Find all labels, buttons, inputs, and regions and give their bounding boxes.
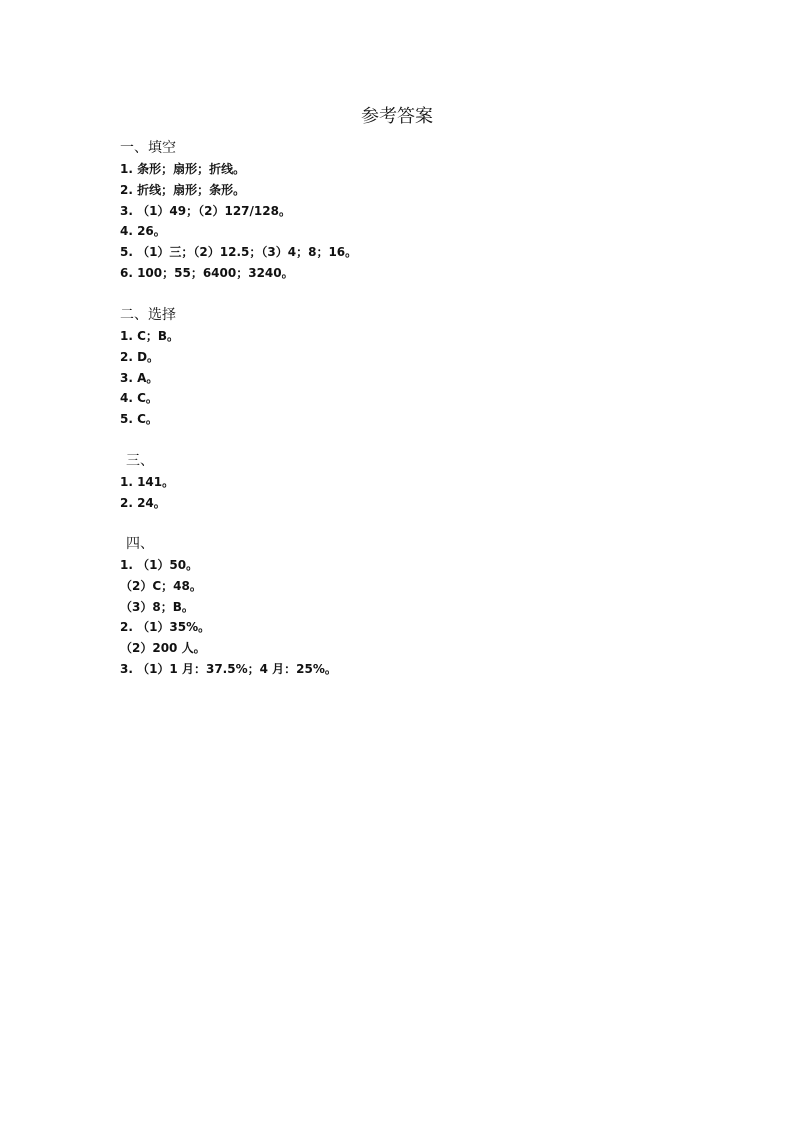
answer-line: 4. C。 — [120, 391, 158, 406]
section-fill-in-blank — [120, 138, 720, 284]
section-multiple-choice — [120, 305, 720, 430]
answer-line: 2. 折线；扇形；条形。 — [120, 182, 246, 197]
section-heading: 四、 — [126, 536, 154, 552]
answer-line: 2. 24。 — [120, 495, 166, 510]
answer-line: 4. 26。 — [120, 224, 166, 239]
answer-line: （2）200 人。 — [120, 641, 206, 656]
section-heading: 二、选择 — [120, 307, 176, 323]
section-three — [120, 451, 720, 514]
answer-line: （2）C；48。 — [120, 578, 202, 593]
answer-line: 1. （1）50。 — [120, 558, 199, 572]
page-title: 参考答案 — [361, 106, 433, 127]
section-heading: 一、填空 — [120, 140, 176, 156]
answer-line: 1. 141。 — [120, 475, 175, 489]
answer-line: 5. C。 — [120, 412, 158, 427]
answer-line: 1. 条形；扇形；折线。 — [120, 162, 246, 176]
answer-line: 2. D。 — [120, 349, 160, 364]
answer-line: 3. A。 — [120, 370, 159, 385]
answer-line: 5. （1）三；（2）12.5；（3）4；8；16。 — [120, 245, 358, 260]
section-four — [120, 534, 720, 680]
answer-line: （3）8；B。 — [120, 599, 194, 614]
answer-line: 3. （1）49；（2）127/128。 — [120, 203, 291, 218]
section-heading: 三、 — [126, 453, 154, 469]
answer-line: 3. （1）1 月：37.5%；4 月：25%。 — [120, 661, 337, 676]
answer-line: 6. 100；55；6400；3240。 — [120, 265, 294, 280]
answer-line: 1. C；B。 — [120, 329, 180, 343]
answer-line: 2. （1）35%。 — [120, 620, 211, 635]
